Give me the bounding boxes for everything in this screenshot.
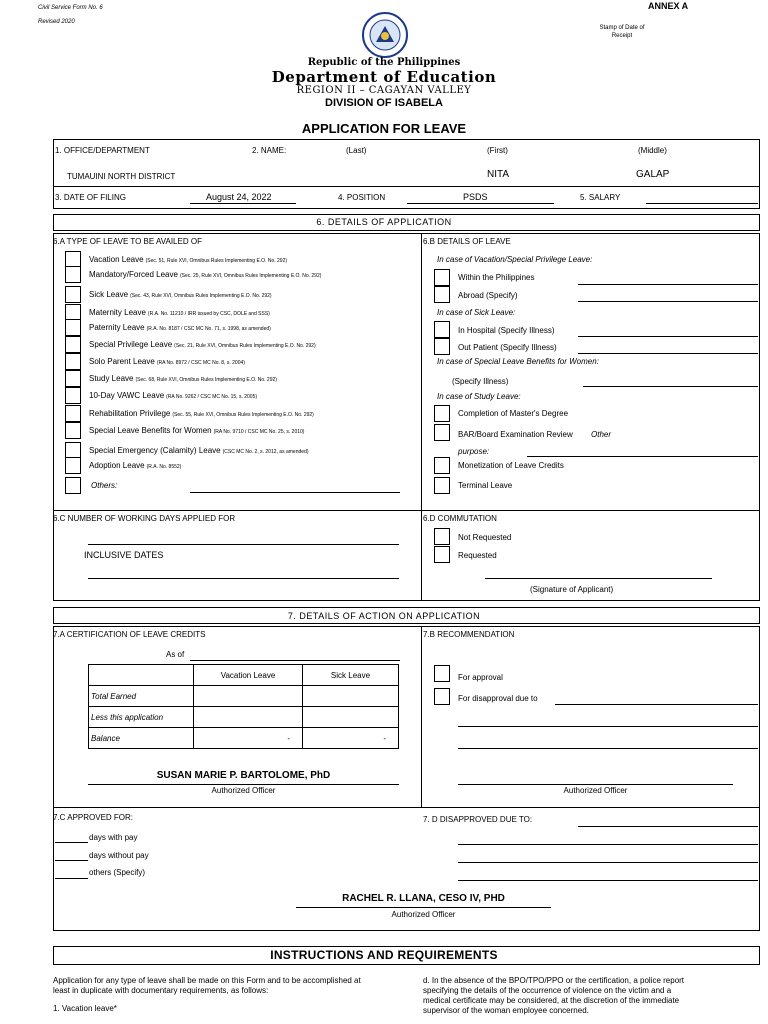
leave-type-name: Vacation Leave xyxy=(89,255,144,264)
form-number: Civil Service Form No. 6 xyxy=(38,5,103,11)
leave-type-name: Rehabilitation Privilege xyxy=(89,409,171,418)
instructions-header: INSTRUCTIONS AND REQUIREMENTS xyxy=(270,948,498,962)
checkbox-leave-type[interactable] xyxy=(65,457,81,474)
inclusive-dates-label: INCLUSIVE DATES xyxy=(84,550,164,560)
leave-type-item xyxy=(89,357,245,366)
study-case-label: In case of Study Leave: xyxy=(437,392,521,401)
as-of-label: As of xyxy=(166,650,185,659)
col-vacation-header: Vacation Leave xyxy=(194,665,303,686)
leave-type-reference: (Sec. 55, Rule XVI, Omnibus Rules Implementing E.O. No. 292) xyxy=(172,412,314,418)
checkbox-masters[interactable] xyxy=(434,405,450,422)
others-specify-label: others (Specify) xyxy=(89,868,146,877)
checkbox-terminal[interactable] xyxy=(434,477,450,494)
for-disapproval-label: For disapproval due to xyxy=(458,694,538,703)
revised-date: Revised 2020 xyxy=(38,19,75,25)
bar-label: BAR/Board Examination Review xyxy=(458,430,573,439)
leave-type-name: Solo Parent Leave xyxy=(89,357,155,366)
certifier-title: Authorized Officer xyxy=(211,786,276,795)
middle-name-value[interactable]: GALAP xyxy=(636,169,670,180)
leave-credits-table xyxy=(88,664,399,749)
filing-date-value[interactable]: August 24, 2022 xyxy=(206,192,272,202)
recommendation-heading: 7.B RECOMMENDATION xyxy=(423,630,515,639)
terminal-label: Terminal Leave xyxy=(458,481,513,490)
checkbox-not-requested[interactable] xyxy=(434,528,450,545)
checkbox-leave-type[interactable] xyxy=(65,319,81,336)
leave-type-item xyxy=(89,374,277,383)
cell-sick-earned[interactable] xyxy=(303,686,399,707)
row-balance: Balance xyxy=(89,728,194,749)
instructions-right-line1: d. In the absence of the BPO/TPO/PPO or the certification, a police report xyxy=(423,976,685,985)
leave-type-heading: 6.A TYPE OF LEAVE TO BE AVAILED OF xyxy=(53,237,202,246)
first-name-value[interactable]: NITA xyxy=(487,169,510,180)
leave-type-name: Mandatory/Forced Leave xyxy=(89,270,178,279)
signature-label: (Signature of Applicant) xyxy=(530,585,614,594)
outpatient-label: Out Patient (Specify Illness) xyxy=(458,343,557,352)
cell-vacation-balance[interactable]: - xyxy=(194,728,303,749)
checkbox-within-ph[interactable] xyxy=(434,269,450,286)
purpose-label: purpose: xyxy=(458,447,490,456)
leave-type-name: Sick Leave xyxy=(89,290,129,299)
not-requested-label: Not Requested xyxy=(458,533,512,542)
checkbox-leave-type[interactable] xyxy=(65,405,81,422)
checkbox-leave-type[interactable] xyxy=(65,422,81,439)
checkbox-leave-type[interactable] xyxy=(65,266,81,283)
leave-type-item xyxy=(89,426,304,435)
leave-type-name: 10-Day VAWC Leave xyxy=(89,391,165,400)
leave-type-name: Maternity Leave xyxy=(89,308,146,317)
checkbox-leave-type[interactable] xyxy=(65,370,81,387)
deped-seal xyxy=(362,12,408,58)
checkbox-for-disapproval[interactable] xyxy=(434,688,450,705)
checkbox-outpatient[interactable] xyxy=(434,338,450,355)
checkbox-hospital[interactable] xyxy=(434,321,450,338)
leave-type-item xyxy=(89,461,181,470)
instructions-left-line2: least in duplicate with documentary requirements, as follows: xyxy=(53,986,269,995)
row-total-earned: Total Earned xyxy=(89,686,194,707)
first-name-label: (First) xyxy=(487,146,508,155)
disapproved-heading: 7. D DISAPPROVED DUE TO: xyxy=(423,815,533,824)
other-purpose-label: Other xyxy=(591,430,612,439)
department-heading: Department of Education xyxy=(271,68,497,86)
leave-type-reference: (Sec. 25, Rule XVI, Omnibus Rules Implementing E.O. No. 292) xyxy=(179,273,322,279)
leave-type-item xyxy=(89,323,271,332)
working-days-heading: 6.C NUMBER OF WORKING DAYS APPLIED FOR xyxy=(53,514,236,523)
leave-type-reference: (Sec. 43, Rule XVI, Omnibus Rules Implementing E.O. No. 292) xyxy=(130,293,272,299)
leave-type-name: Special Leave Benefits for Women xyxy=(89,426,212,435)
division-heading: DIVISION OF ISABELA xyxy=(325,97,443,109)
within-ph-label: Within the Philippines xyxy=(458,273,535,282)
leave-type-reference: (CSC MC No. 2, s. 2012, as amended) xyxy=(222,449,309,455)
monetization-label: Monetization of Leave Credits xyxy=(458,461,564,470)
section6-header: 6. DETAILS OF APPLICATION xyxy=(316,217,452,227)
others-label: Others: xyxy=(91,481,118,490)
stamp-label: Stamp of Date of Receipt xyxy=(599,25,645,39)
leave-type-reference: (R.A. No. 11210 / IRR issued by CSC, DOLE and SSS) xyxy=(147,311,270,317)
leave-type-item xyxy=(89,340,316,349)
requested-label: Requested xyxy=(458,551,497,560)
masters-label: Completion of Master's Degree xyxy=(458,409,569,418)
leave-type-reference: (R.A. No. 8552) xyxy=(146,464,182,470)
leave-type-item xyxy=(89,290,272,299)
checkbox-for-approval[interactable] xyxy=(434,665,450,682)
position-label: 4. POSITION xyxy=(338,193,386,202)
filing-date-label: 3. DATE OF FILING xyxy=(55,193,126,202)
instructions-right-line2: specifying the details of the occurrence of violence on the victim and a xyxy=(423,986,672,995)
leave-type-item xyxy=(89,270,321,279)
checkbox-leave-type[interactable] xyxy=(65,336,81,353)
name-label: 2. NAME: xyxy=(252,146,287,155)
salary-label: 5. SALARY xyxy=(580,193,621,202)
region-heading: REGION II – CAGAYAN VALLEY xyxy=(296,85,472,96)
position-value[interactable]: PSDS xyxy=(463,192,488,202)
commutation-heading: 6.D COMMUTATION xyxy=(423,514,497,523)
leave-type-name: Special Emergency (Calamity) Leave xyxy=(89,446,221,455)
checkbox-monetization[interactable] xyxy=(434,457,450,474)
section7-header: 7. DETAILS OF ACTION ON APPLICATION xyxy=(287,611,481,621)
row-less-application: Less this application xyxy=(89,707,194,728)
leave-type-name: Paternity Leave xyxy=(89,323,145,332)
days-without-pay-label: days without pay xyxy=(89,851,149,860)
office-value[interactable]: TUMAUINI NORTH DISTRICT xyxy=(67,172,176,181)
details-heading: 6.B DETAILS OF LEAVE xyxy=(423,237,511,246)
leave-type-reference: (Sec. 68, Rule XVI, Omnibus Rules Implementing E.O. No. 292) xyxy=(135,377,277,383)
cell-vacation-earned[interactable] xyxy=(194,686,303,707)
instructions-right-line3: medical certificate may be considered, at the discretion of the immediate xyxy=(423,996,680,1005)
cell-vacation-less[interactable] xyxy=(194,707,303,728)
checkbox-leave-type[interactable] xyxy=(65,353,81,370)
checkbox-others[interactable] xyxy=(65,477,81,494)
checkbox-bar[interactable] xyxy=(434,424,450,441)
cell-sick-less[interactable] xyxy=(303,707,399,728)
specify-illness-label: (Specify Illness) xyxy=(452,377,509,386)
approved-for-heading: 7.C APPROVED FOR: xyxy=(53,813,134,822)
approver-title: Authorized Officer xyxy=(391,910,456,919)
sick-case-label: In case of Sick Leave: xyxy=(437,308,516,317)
abroad-label: Abroad (Specify) xyxy=(458,291,518,300)
cell-sick-balance[interactable]: - xyxy=(303,728,399,749)
republic-heading: Republic of the Philippines xyxy=(307,57,461,68)
checkbox-requested[interactable] xyxy=(434,546,450,563)
leave-type-name: Adoption Leave xyxy=(89,461,145,470)
leave-type-item xyxy=(89,446,308,455)
leave-type-name: Study Leave xyxy=(89,374,134,383)
checkbox-leave-type[interactable] xyxy=(65,286,81,303)
leave-type-item xyxy=(89,308,270,317)
women-case-label: In case of Special Leave Benefits for Women: xyxy=(437,357,599,366)
recommender-title: Authorized Officer xyxy=(563,786,628,795)
instructions-left-item: 1. Vacation leave* xyxy=(53,1004,117,1013)
leave-type-reference: (RA No. 8972 / CSC MC No. 8, s. 2004) xyxy=(156,360,245,366)
leave-type-item xyxy=(89,409,314,418)
page-title: APPLICATION FOR LEAVE xyxy=(301,121,467,136)
checkbox-abroad[interactable] xyxy=(434,286,450,303)
leave-type-reference: (RA No. 9710 / CSC MC No. 25, s. 2010) xyxy=(213,429,305,435)
instructions-right-line4: supervisor of the woman employee concerned. xyxy=(423,1006,589,1015)
leave-type-item xyxy=(89,391,257,400)
leave-type-reference: (RA No. 9262 / CSC MC No. 15, s. 2005) xyxy=(166,394,258,400)
col-sick-header: Sick Leave xyxy=(303,665,399,686)
hospital-label: In Hospital (Specify Illness) xyxy=(458,326,555,335)
certifier-name: SUSAN MARIE P. BARTOLOME, PhD xyxy=(156,770,331,781)
instructions-left-line1: Application for any type of leave shall be made on this Form and to be accomplished at xyxy=(53,976,361,985)
vacation-case-label: In case of Vacation/Special Privilege Leave: xyxy=(437,255,593,264)
middle-name-label: (Middle) xyxy=(638,146,667,155)
approver-name: RACHEL R. LLANA, CESO IV, PHD xyxy=(342,893,505,904)
leave-type-reference: (Sec. 21, Rule XVI, Omnibus Rules Implementing E.O. No. 292) xyxy=(174,343,316,349)
days-with-pay-label: days with pay xyxy=(89,833,138,842)
last-name-label: (Last) xyxy=(346,146,367,155)
leave-type-reference: (Sec. 51, Rule XVI, Omnibus Rules Implementing E.O. No. 292) xyxy=(145,258,288,264)
annex-label: ANNEX A xyxy=(648,1,689,11)
leave-type-reference: (R.A. No. 8187 / CSC MC No. 71, s. 1998, as amended) xyxy=(146,326,271,332)
leave-type-name: Special Privilege Leave xyxy=(89,340,173,349)
office-label: 1. OFFICE/DEPARTMENT xyxy=(55,146,150,155)
for-approval-label: For approval xyxy=(458,673,503,682)
checkbox-leave-type[interactable] xyxy=(65,387,81,404)
leave-type-item xyxy=(89,255,287,264)
certification-heading: 7.A CERTIFICATION OF LEAVE CREDITS xyxy=(53,630,206,639)
